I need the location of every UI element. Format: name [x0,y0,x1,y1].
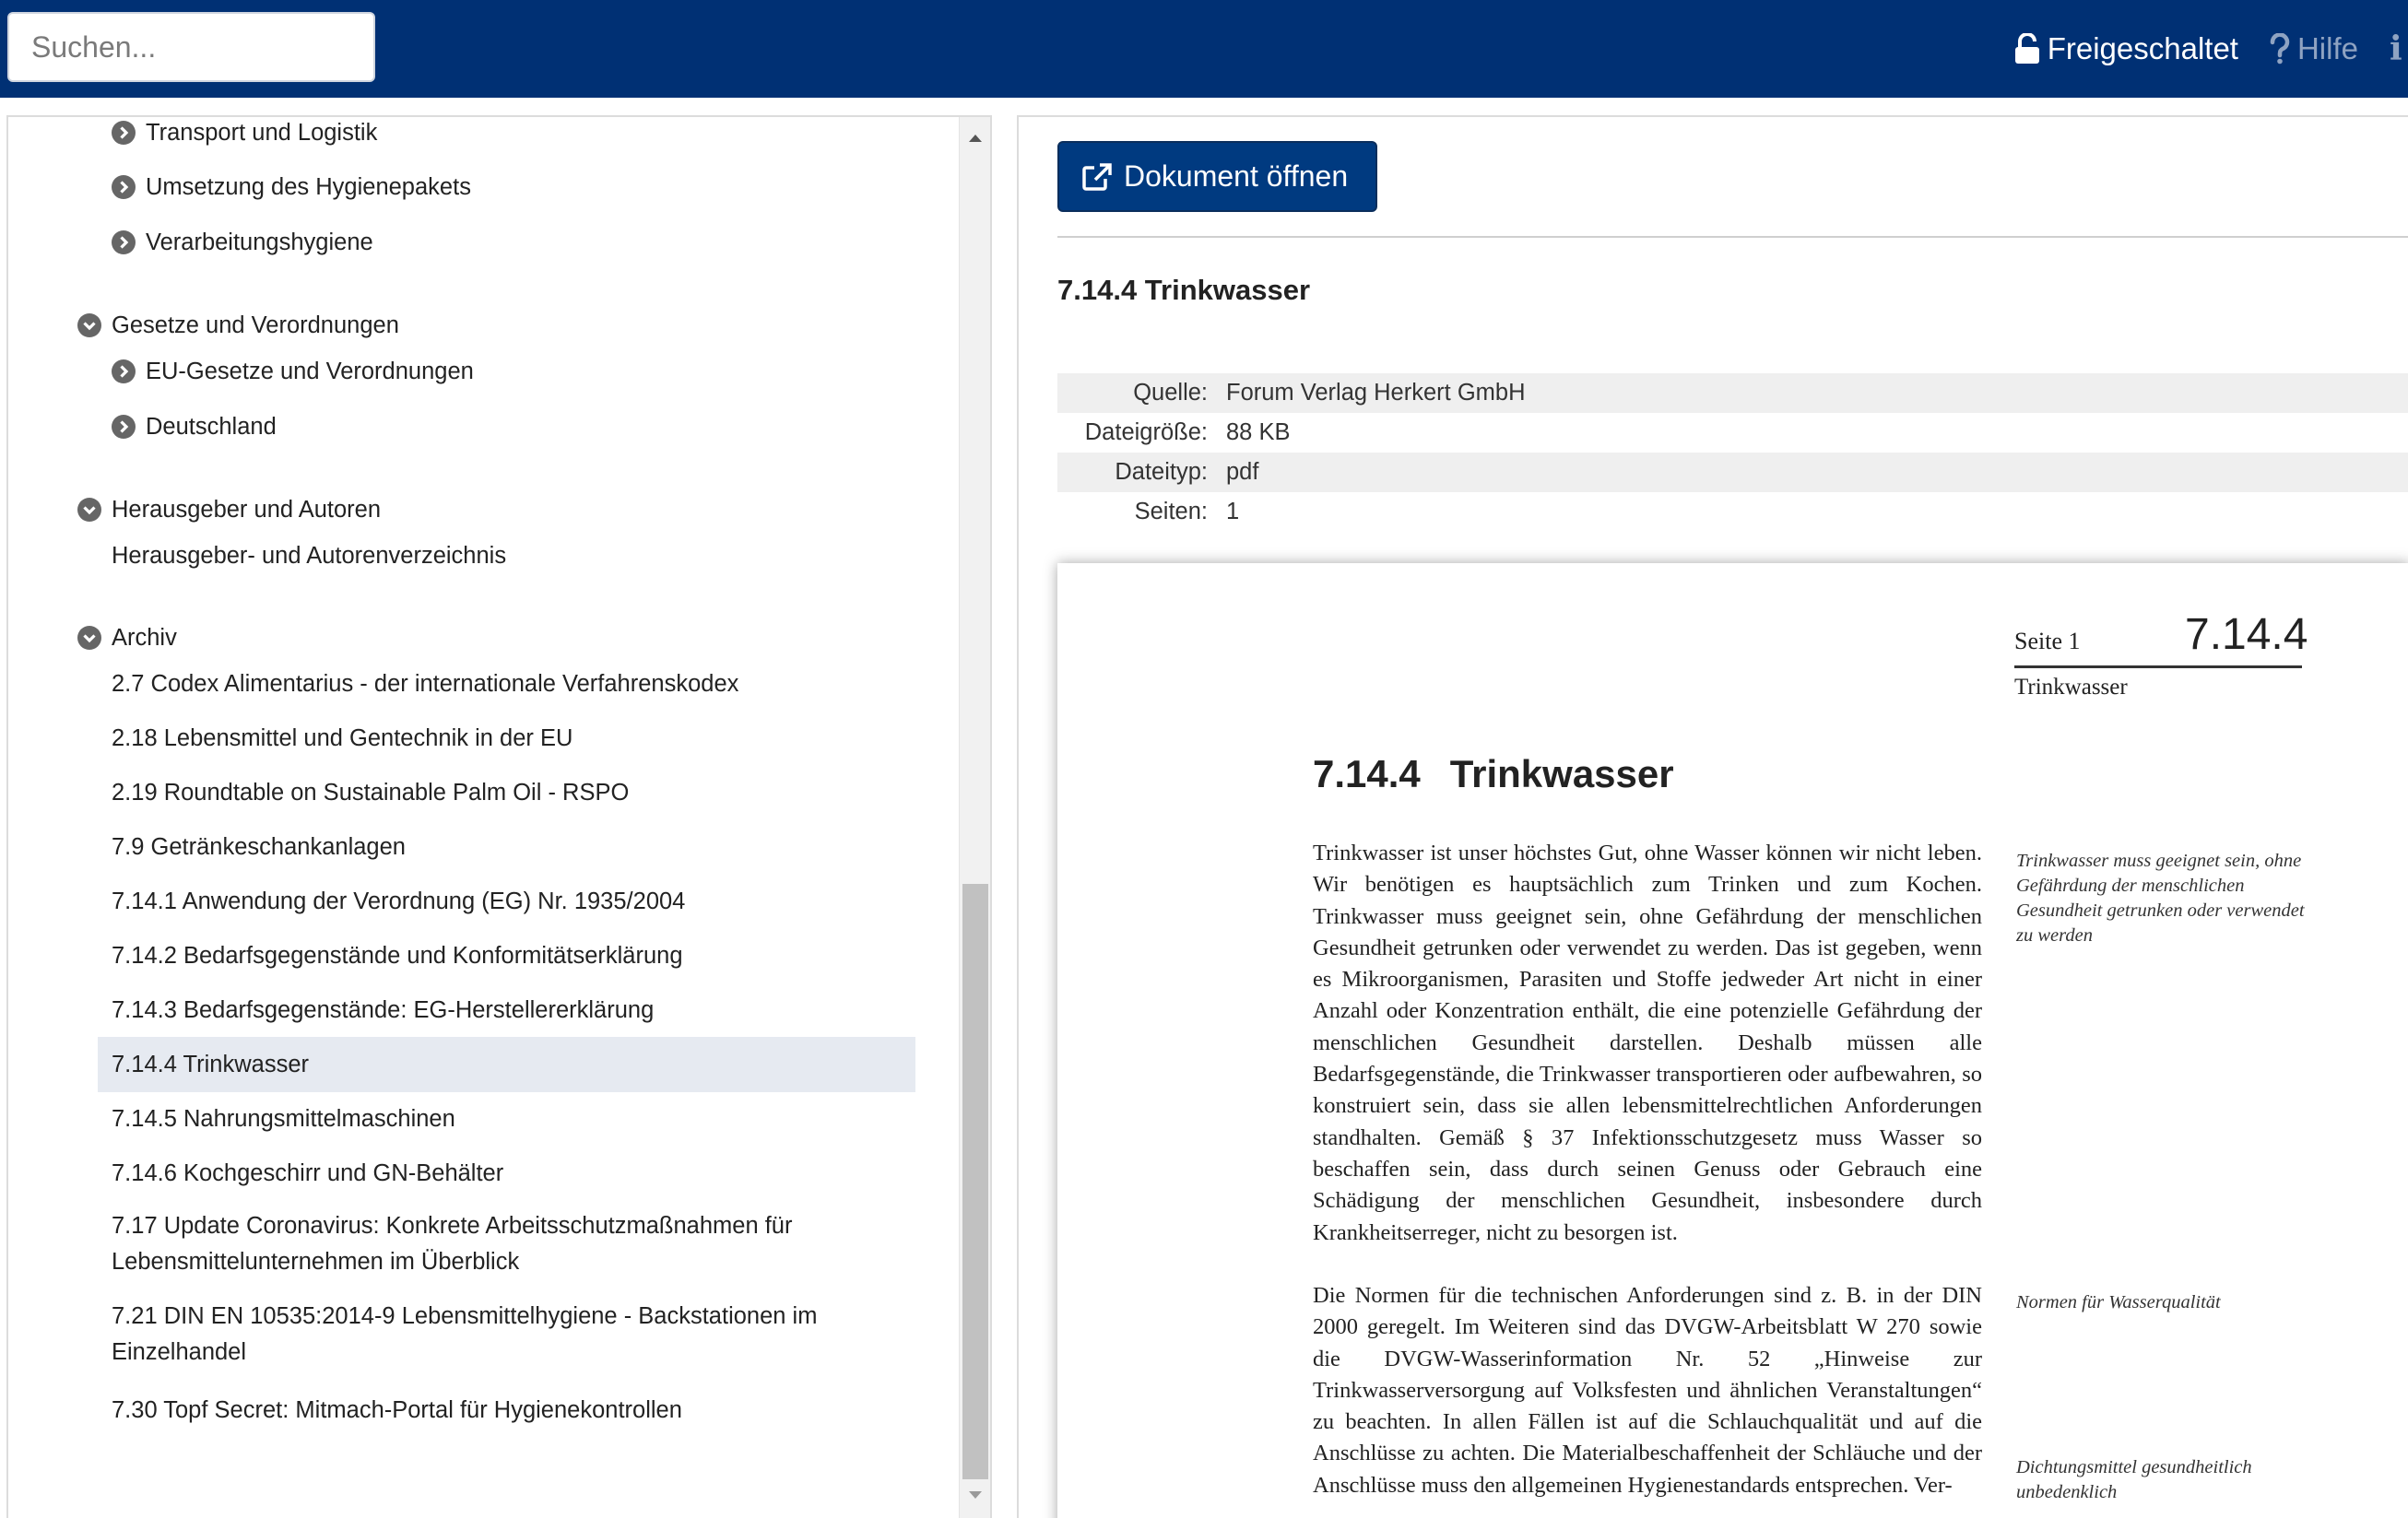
tree-item-label: 2.19 Roundtable on Sustainable Palm Oil - RSPO [112,779,630,806]
margin-note: Normen für Wasserqualität [2016,1292,2221,1312]
tree-item-archive-doc[interactable] [112,1102,455,1136]
tree-item-label: EU-Gesetze und Verordnungen [146,358,474,384]
top-actions [2014,0,2408,98]
tree-item-archive-doc[interactable] [112,1157,503,1190]
meta-value: 1 [1226,499,1240,524]
page-heading-number: 7.14.4 [1313,752,1421,795]
tree-item-autorenverzeichnis[interactable] [112,539,506,572]
tree-item-selected[interactable] [112,1048,309,1081]
tree-item-label: Transport und Logistik [146,119,378,146]
scrollbar-thumb[interactable] [962,884,988,1479]
divider [1057,236,2408,238]
chevron-right-circle-icon [112,121,136,145]
tree-item-label: Umsetzung des Hygienepakets [146,173,471,200]
meta-row-source [1057,373,2408,413]
page-paragraph: Trinkwasser ist unser höchstes Gut, ohne Wasser können wir nicht leben. Wir benötigen es hauptsächlich zum Trinken und zum Kochen. Trinkwasser muss geeignet sein, ohne Gefährdung der menschlichen Gesundheit getrunken oder verwendet zu werden. Das ist gegeben, wenn es Mikroorganismen, Parasiten und Stoffe jedweder Art nicht in einer Anzahl oder Konzentration enthält, die eine potenzielle Gefährdung der menschlichen Gesundheit darstellen. Deshalb müssen alle Bedarfsgegenstände, die Trinkwasser transportieren oder aufbewahren, so konstruiert sein, dass sie allen lebensmittelrechtlichen Anforderungen standhalten. Gemäß § 37 Infektionsschutzgesetz muss Wasser so beschaffen sein, dass durch seinen Genuss oder Gebrauch eine Schädigung der menschlichen Gesundheit, insbesondere durch Krankheitserreger, nicht zu besorgen ist. [1313,841,1982,1245]
tree-item-herausgeber[interactable] [77,493,381,526]
external-link-icon [1081,162,1113,192]
margin-note: Dichtungsmittel gesundheitlich unbedenklich [2016,1457,2252,1502]
meta-row-pages [1057,492,2408,532]
tree-item-label: 7.14.1 Anwendung der Verordnung (EG) Nr. 1935/2004 [112,888,686,914]
tree-item-transport[interactable] [112,117,377,148]
tree-item-label: 2.7 Codex Alimentarius - der internationale Verfahrenskodex [112,670,739,697]
tree-item-hygienepaket[interactable] [112,171,471,204]
tree-item-label: 7.17 Update Coronavirus: Konkrete Arbeitsschutzmaßnahmen für Lebensmittelunternehmen im Überblick [112,1213,793,1275]
tree-item-label: Verarbeitungshygiene [146,229,373,255]
meta-row-filetype [1057,453,2408,492]
meta-key: Quelle: [1133,380,1208,406]
margin-note: Trinkwasser muss geeignet sein, ohne Gefährdung der menschlichen Gesundheit getrunken oder verwendet zu werden [2016,851,2305,946]
navigation-tree-panel [6,115,992,1518]
tree-item-label: Gesetze und Verordnungen [112,312,399,338]
tree-item-label: 7.14.2 Bedarfsgegenstände und Konformitätserklärung [112,942,683,969]
chevron-down-circle-icon [77,498,101,522]
document-metadata [1057,373,2408,532]
tree-item-label: 7.21 DIN EN 10535:2014-9 Lebensmittelhygiene - Backstationen im Einzelhandel [112,1303,818,1365]
chevron-down-circle-icon [77,626,101,650]
tree-scrollbar[interactable] [959,117,990,1518]
tree-item-archiv[interactable] [77,621,177,654]
chevron-right-circle-icon [112,175,136,199]
tree-item-deutschland[interactable] [112,410,277,443]
top-bar [0,0,2408,98]
tree-item-archive-doc[interactable] [112,667,738,700]
meta-key: Dateigröße: [1084,419,1208,445]
page-heading [1313,752,1674,796]
caret-up-icon [969,134,982,143]
tree-item-archive-doc[interactable] [112,885,685,918]
tree-item-archive-doc[interactable] [112,994,654,1027]
tree-item-label: 2.18 Lebensmittel und Gentechnik in der EU [112,724,573,751]
caret-down-icon [969,1490,982,1500]
tree-item-label: 7.14.3 Bedarfsgegenstände: EG-Herstellererklärung [112,996,655,1023]
tree-item-archive-doc[interactable] [112,776,629,809]
open-document-label: Dokument öffnen [1124,159,1349,193]
tree-item-label: 7.30 Topf Secret: Mitmach-Portal für Hygienekontrollen [112,1396,682,1423]
help-label: Hilfe [2296,31,2358,65]
unlock-icon [2014,33,2040,65]
document-preview[interactable] [1057,563,2408,1518]
tree-item-gesetze[interactable] [77,309,399,342]
tree-item-label: Archiv [112,624,177,651]
document-detail-panel [1017,115,2408,1518]
tree-item-label: 7.14.4 Trinkwasser [112,1051,310,1077]
chevron-down-circle-icon [77,313,101,337]
document-title: 7.14.4 Trinkwasser [1057,274,1311,306]
page-subtitle: Trinkwasser [2014,675,2128,700]
search-input[interactable] [7,12,375,82]
tree-item-archive-doc[interactable] [112,722,572,755]
tree-item-eu-gesetze[interactable] [112,355,474,388]
unlocked-status-label: Freigeschaltet [2047,31,2238,65]
tree-item-label: 7.14.6 Kochgeschirr und GN-Behälter [112,1159,504,1186]
open-document-button[interactable] [1057,141,1377,212]
info-icon[interactable]: i [2390,29,2402,68]
tree-item-archive-doc[interactable] [112,1208,849,1280]
tree-item-verarbeitungshygiene[interactable] [112,226,373,259]
page-header-rule [2014,665,2302,668]
tree-item-archive-doc[interactable] [112,1299,849,1371]
page-number: 7.14.4 [2185,610,2308,659]
help-button[interactable] [2270,31,2358,66]
tree-item-label: 7.9 Getränkeschankanlagen [112,833,406,860]
page-paragraph: Die Normen für die technischen Anforderungen sind z. B. in der DIN 2000 geregelt. Im Weiteren sind das DVGW-Arbeitsblatt W 270 sowie die DVGW-Wasserinformation Nr. 52 „Hinweise zur Trinkwasserversorgung auf Volksfesten und ähnlichen Veranstaltungen“ zu beachten. In allen Fällen ist auf die Schlauchqualität und auf die Anschlüsse zu achten. Die Materialbeschaffenheit der Schläuche und der Anschlüsse muss den allgemeinen Hygienestandards entsprechen. Ver- [1313,1283,1982,1498]
meta-value: 88 KB [1226,419,1291,445]
meta-key: Dateityp: [1115,459,1208,485]
tree-item-archive-doc[interactable] [112,939,683,972]
navigation-tree [8,117,961,1518]
unlocked-status[interactable] [2014,31,2238,66]
tree-item-label: Herausgeber- und Autorenverzeichnis [112,542,507,569]
meta-value: Forum Verlag Herkert GmbH [1226,380,1526,406]
meta-value: pdf [1226,459,1259,485]
tree-item-label: 7.14.5 Nahrungsmittelmaschinen [112,1105,455,1132]
scroll-up-arrow[interactable] [960,123,991,154]
chevron-right-circle-icon [112,230,136,254]
scroll-down-arrow[interactable] [960,1479,991,1511]
meta-row-filesize [1057,413,2408,453]
page-heading-text: Trinkwasser [1449,752,1674,795]
tree-item-label: Herausgeber und Autoren [112,496,382,523]
chevron-right-circle-icon [112,359,136,383]
tree-item-archive-doc[interactable] [112,1394,682,1427]
chevron-right-circle-icon [112,415,136,439]
tree-item-label: Deutschland [146,413,277,440]
page-label: Seite 1 [2014,628,2081,654]
question-icon [2270,33,2290,65]
meta-key: Seiten: [1134,499,1208,524]
tree-item-archive-doc[interactable] [112,830,406,864]
